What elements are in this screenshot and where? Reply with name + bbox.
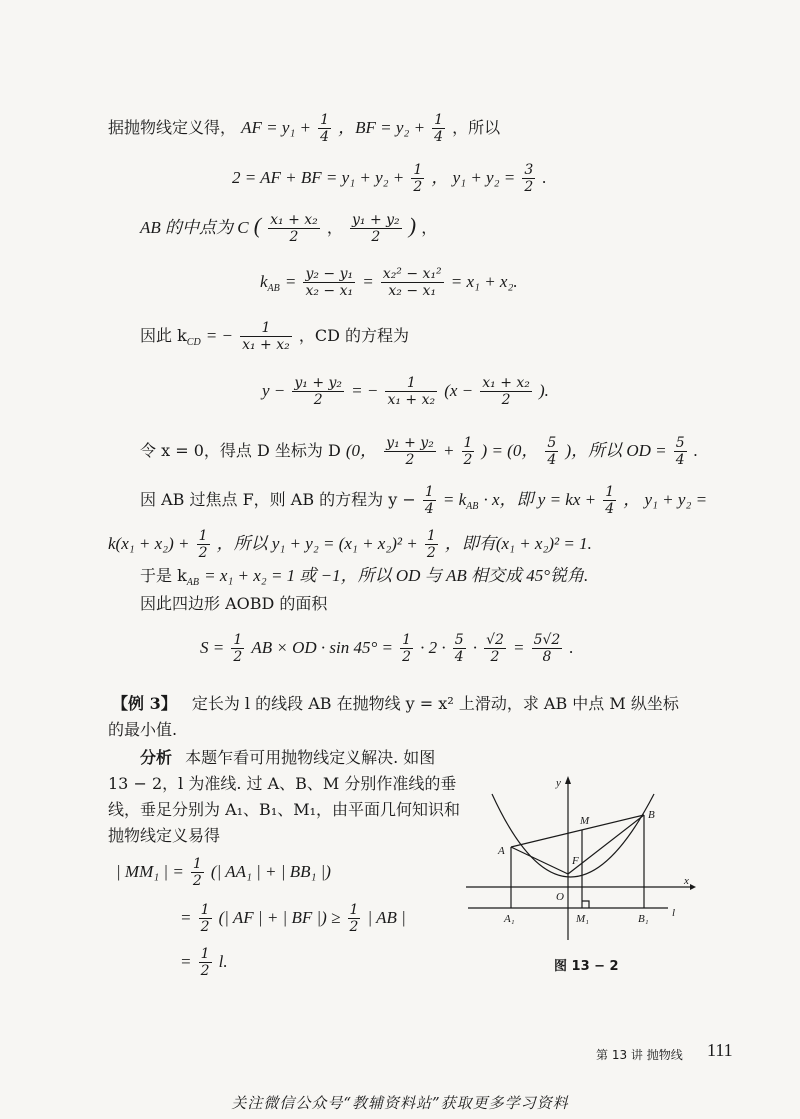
page-number: 111 bbox=[707, 1040, 733, 1060]
fraction: $\frac{1}{2}$ bbox=[192, 856, 202, 889]
text-line: AB 的中点为 C ( $\frac{\text{x₁ + x₂}}{2}$ ， $\frac{\text{y₁ + y₂}}{2}$ ) ， bbox=[140, 212, 438, 245]
math: ， y₁ + y₂ = bbox=[431, 168, 516, 187]
equation-line: $k_{AB}$ = $\frac{\text{y₂ − y₁}}{\text{x₂ − x₁}}$ = $\frac{\text{x₂² − x₁²}}{\text{x₂ − x₁}}$ = x₁ + x₂. bbox=[260, 266, 518, 299]
fraction: $\frac{\text{y₁ + y₂}}{2}$ bbox=[386, 435, 434, 468]
segment-af bbox=[511, 847, 568, 874]
fraction: $\frac{\text{x₁ + x₂}}{2}$ bbox=[270, 212, 318, 245]
text: ， bbox=[421, 218, 438, 237]
example-label: 【例 3】 bbox=[112, 694, 177, 713]
label-o: O bbox=[556, 891, 564, 903]
fraction: $\frac{\text{y₁ + y₂}}{2}$ bbox=[351, 212, 400, 245]
label-y: y bbox=[556, 777, 561, 789]
analysis-line: 抛物线定义易得 bbox=[108, 826, 221, 845]
label-a: A bbox=[498, 845, 505, 857]
example-heading bbox=[112, 694, 679, 714]
text-line: 因 AB 过焦点 F，则 AB 的方程为 y − $\frac{1}{4}$ = $k_{AB} \cdot x$，即 y = kx + $\frac{1}{4}$ ， y₁ + y₂ = bbox=[140, 484, 708, 517]
text-line: 因此四边形 AOBD 的面积 bbox=[140, 594, 328, 613]
math: ，BF = y₂ + bbox=[338, 118, 426, 137]
fraction: $\frac{1}{2}$ bbox=[402, 632, 412, 665]
equation-line: S = $\frac{1}{2}$ AB × OD · sin 45° = $\frac{1}{2}$ · 2 · $\frac{5}{4}$ · $\frac{√2}{2}$ = $\frac{5√2}{8}$ . bbox=[200, 632, 574, 665]
equation-line: = $\frac{1}{2}$ (| AF | + | BF |) ≥ $\frac{1}{2}$ | AB | bbox=[180, 902, 406, 935]
fraction: $\frac{1}{2}$ bbox=[198, 528, 208, 561]
fraction: $\frac{5}{4}$ bbox=[675, 435, 685, 468]
fraction: $\frac{1}{2}$ bbox=[200, 946, 210, 979]
label-m: M bbox=[580, 815, 590, 827]
label-l: l bbox=[672, 907, 676, 919]
fraction: $\frac{5}{4}$ bbox=[454, 632, 464, 665]
math: k bbox=[260, 272, 268, 291]
text-line: 因此 $k_{CD}$ = − $\frac{1}{\text{x₁ + x₂}}$ ，CD 的方程为 bbox=[140, 320, 410, 353]
fraction: $\frac{1}{\text{x₁ + x₂}}$ bbox=[242, 320, 290, 353]
fraction: $\frac{1}{2}$ bbox=[233, 632, 243, 665]
math: 2 = AF + BF = y₁ + y₂ + bbox=[232, 168, 405, 187]
text-line: 于是 $k_{AB} = x_1 + x_2 = 1$ 或 −1，所以 OD 与 AB 相交成 45°锐角. bbox=[140, 566, 589, 589]
fraction: $\frac{\text{x₁ + x₂}}{2}$ bbox=[482, 375, 530, 408]
equation-line: = $\frac{1}{2}$ l. bbox=[180, 946, 228, 979]
fraction: $\frac{1}{2}$ bbox=[200, 902, 210, 935]
fraction: $\frac{1}{4}$ bbox=[434, 112, 444, 145]
fraction: $\frac{1}{2}$ bbox=[413, 162, 423, 195]
x-axis-arrow bbox=[690, 884, 696, 890]
right-angle-mark bbox=[582, 901, 589, 908]
equation-line: | MM₁ | = $\frac{1}{2}$ (| AA₁ | + | BB₁ |) bbox=[116, 856, 331, 889]
y-axis-arrow bbox=[565, 776, 571, 784]
text-line: 令 x = 0，得点 D 坐标为 D (0， $\frac{\text{y₁ + y₂}}{2}$ + $\frac{1}{2}$ ) = (0， $\frac{5}{4}$ )，所以 OD = $\frac{5}{4}$ . bbox=[140, 435, 698, 468]
analysis-label: 分析 bbox=[140, 748, 173, 767]
example-text-cont: 的最小值. bbox=[108, 720, 178, 739]
figure-caption: 图 13 − 2 bbox=[554, 959, 619, 974]
fraction: $\frac{\text{y₂ − y₁}}{\text{x₂ − x₁}}$ bbox=[305, 266, 354, 299]
label-f: F bbox=[572, 855, 579, 867]
analysis-line: 分析 本题乍看可用抛物线定义解决. 如图 bbox=[140, 748, 436, 767]
fraction: $\frac{1}{2}$ bbox=[349, 902, 359, 935]
math: AF = y₁ + bbox=[241, 118, 312, 137]
fraction: $\frac{1}{2}$ bbox=[426, 528, 436, 561]
label-a1: A₁ bbox=[504, 913, 515, 925]
text: ，所以 bbox=[452, 118, 501, 137]
text-line bbox=[108, 112, 500, 145]
fraction: $\frac{1}{4}$ bbox=[424, 484, 434, 517]
footer-banner: 关注微信公众号“教辅资料站”获取更多学习资料 bbox=[231, 1094, 569, 1112]
equation-line: y − $\frac{\text{y₁ + y₂}}{2}$ = − $\frac{1}{\text{x₁ + x₂}}$ (x − $\frac{\text{x₁ + x₂}}{2}$ ). bbox=[262, 375, 549, 408]
fraction: $\frac{\text{x₂² − x₁²}}{\text{x₂ − x₁}}$ bbox=[382, 266, 442, 299]
example-text: 定长为 l 的线段 AB 在抛物线 y = x² 上滑动，求 AB 中点 M 纵坐标 bbox=[191, 694, 679, 713]
fraction: $\frac{√2}{2}$ bbox=[486, 632, 504, 665]
analysis-line: 13 − 2，l 为准线. 过 A、B、M 分别作准线的垂 bbox=[108, 774, 457, 793]
text: 据抛物线定义得， bbox=[108, 118, 237, 137]
label-b1: B₁ bbox=[638, 913, 649, 925]
analysis-line: 线，垂足分别为 A₁、B₁、M₁，由平面几何知识和 bbox=[108, 800, 461, 819]
fraction: $\frac{3}{2}$ bbox=[524, 162, 534, 195]
math: AB 的中点为 C bbox=[140, 218, 249, 237]
fraction: $\frac{5}{4}$ bbox=[547, 435, 557, 468]
fraction: $\frac{1}{2}$ bbox=[463, 435, 473, 468]
parabola-figure bbox=[462, 772, 698, 948]
fraction: $\frac{1}{4}$ bbox=[320, 112, 330, 145]
label-x: x bbox=[684, 875, 689, 887]
equation-line bbox=[232, 162, 547, 195]
chapter-title: 第 13 讲 抛物线 bbox=[596, 1048, 683, 1062]
math: . bbox=[542, 168, 547, 187]
label-m1: M₁ bbox=[576, 913, 589, 925]
fraction: $\frac{5√2}{8}$ bbox=[533, 632, 561, 665]
label-b: B bbox=[648, 809, 655, 821]
text-line: k(x₁ + x₂) + $\frac{1}{2}$ ，所以 y₁ + y₂ = (x₁ + x₂)² + $\frac{1}{2}$ ，即有(x₁ + x₂)² = 1. bbox=[108, 528, 592, 561]
fraction: $\frac{1}{4}$ bbox=[605, 484, 615, 517]
fraction: $\frac{\text{y₁ + y₂}}{2}$ bbox=[294, 375, 343, 408]
fraction: $\frac{1}{\text{x₁ + x₂}}$ bbox=[387, 375, 436, 408]
